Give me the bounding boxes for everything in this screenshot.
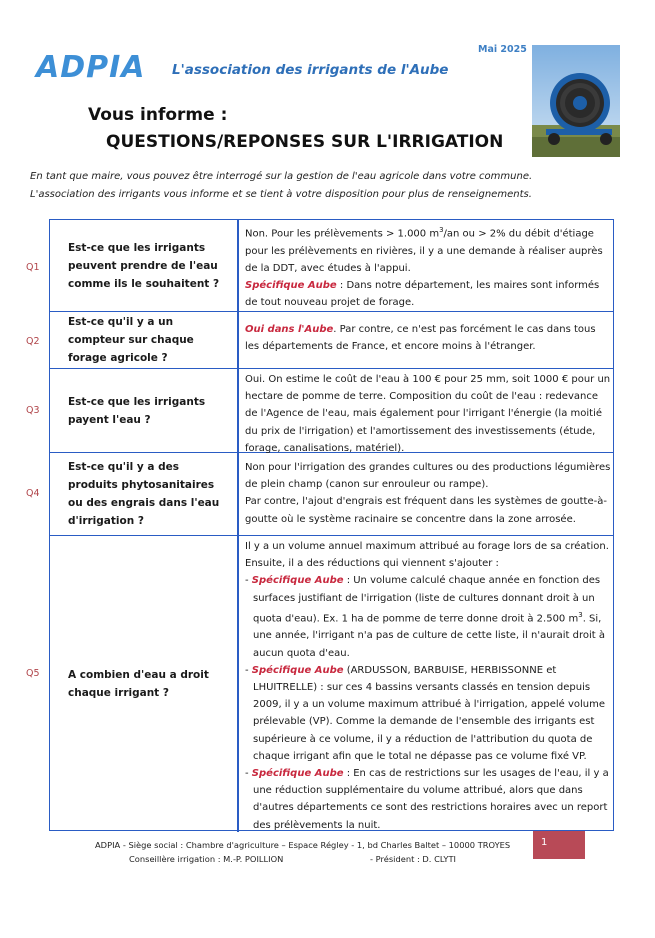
answer-q5-bullet-3: - Spécifique Aube : En cas de restrictions sur les usages de l'eau, il y a une réduction supplémentaire du volume attribué, alors que dans d'autres départements ce sont des restrictions horaires avec un report des prélèvements la nuit. [245,767,609,831]
question-q2: Est-ce qu'il y a un compteur sur chaque forage agricole ? [68,316,194,364]
intro-line-2: L'association des irrigants vous informe et se tient à votre disposition pour plus de renseignements. [30,189,532,200]
footer-address: ADPIA - Siège social : Chambre d'agriculture – Espace Régley - 1, bd Charles Baltet – 10000 TROYES [95,840,511,850]
answer-q5-bullet-3-text: : En cas de restrictions sur les usages de l'eau, il y a une réduction supplémentaire du volume attribué, alors que dans d'autres départements ce sont des restrictions horaires avec un report des prélèvements la nuit. [253,767,609,831]
answer-q4-paragraph-1: Non pour l'irrigation des grandes cultures ou des productions légumières de plein champ (canon sur enrouleur ou rampe). [245,462,611,491]
intro-line-1: En tant que maire, vous pouvez être interrogé sur la gestion de l'eau agricole dans votre commune. [30,171,533,182]
answer-q4-paragraph-2: Par contre, l'ajout d'engrais est fréquent dans les systèmes de goutte-à-goutte où le système racinaire se concentre dans la zone arrosée. [245,496,607,525]
question-q1: Est-ce que les irrigants peuvent prendre de l'eau comme ils le souhaitent ? [68,241,220,290]
answer-q5-bullet-1-text-b: . Si, une année, l'irrigant n'a pas de culture de cette liste, il n'aurait droit à aucun quota d'eau. [253,613,606,659]
specific-aube-label: Spécifique Aube [245,279,337,291]
logo: ADPIA [36,50,146,85]
column-divider [237,220,239,312]
footer-advisor: Conseillère irrigation : M.-P. POILLION [129,854,284,864]
faq-row-q5 [50,536,613,832]
faq-row-q2 [50,312,613,369]
answer-q5-intro: Il y a un volume annuel maximum attribué au forage lors de sa création. Ensuite, il a des réductions qui viennent s'ajouter : [245,541,609,570]
informe-heading: Vous informe : [88,105,228,125]
column-divider [237,536,239,832]
question-number-q3: Q3 [26,405,40,416]
column-divider [237,453,239,536]
question-q5: A combien d'eau a droit chaque irrigant ? [68,669,209,699]
answer-q5-bullet-1-text-a: : Un volume calculé chaque année en fonction des surfaces justifiant de l'irrigation (liste de cultures donnant droit à un quota d'eau). Ex. 1 ha de pomme de terre donne droit à 2.500 m [253,575,601,625]
question-q4: Est-ce qu'il y a des produits phytosanitaires ou des engrais dans l'eau d'irrigation ? [68,461,220,527]
specific-aube-label: Spécifique Aube [251,575,344,587]
answer-q1-text-a: Non. Pour les prélèvements > 1.000 m [245,228,440,240]
specific-aube-label: Oui dans l'Aube [245,324,334,335]
faq-row-q4 [50,453,613,536]
answer-q2-text: . Par contre, ce n'est pas forcément le cas dans tous les départements de France, et encore moins à l'étranger. [245,324,596,353]
answer-q5 [245,538,611,834]
issue-date: Mai 2025 [478,44,527,55]
answer-q1-spec-text: : Dans notre département, les maires sont informés de tout nouveau projet de forage. [245,279,600,309]
answer-q1 [245,222,611,311]
answer-q5-bullet-2-text: (ARDUSSON, BARBUISE, HERBISSONNE et LHUITRELLE) : sur ces 4 bassins versants classés en tension depuis 2009, il y a un volume maximum attribué à l'irrigation, appelé volume prélevable (VP). Comme la demande de l'ensemble des irrigants est supérieure à ce volume, il y a réduction de l'attribution du quota de chaque irrigant afin que le total ne dépasse pas ce volume fixé VP. [253,664,606,762]
answer-q4 [245,459,611,528]
specific-aube-label: Spécifique Aube [251,664,344,676]
specific-aube-label: Spécifique Aube [251,767,344,779]
answer-q5-bullet-2: - Spécifique Aube (ARDUSSON, BARBUISE, HERBISSONNE et LHUITRELLE) : sur ces 4 bassins versants classés en tension depuis 2009, il y a un volume maximum attribué à l'irrigation, appelé volume prélevable (VP). Comme la demande de l'ensemble des irrigants est supérieure à ce volume, il y a réduction de l'attribution du quota de chaque irrigant afin que le total ne dépasse pas ce volume fixé VP. [245,664,606,762]
footer-president: - Président : D. CLYTI [370,854,456,864]
answer-q5-sup: 3 [578,610,583,619]
intro-text [30,168,630,204]
question-number-q1: Q1 [26,262,40,273]
answer-q5-bullet-1: - Spécifique Aube : Un volume calculé chaque année en fonction des surfaces justifiant de l'irrigation (liste de cultures donnant droit à un quota d'eau). Ex. 1 ha de pomme de terre donne droit à 2.500 $m^3$. Si, une année, l'irrigant n'a pas de culture de cette liste, il n'aurait droit à aucun quota d'eau. [245,575,606,659]
question-q3: Est-ce que les irrigants payent l'eau ? [68,395,206,426]
question-number-q5: Q5 [26,668,40,679]
question-number-q2: Q2 [26,336,40,347]
tagline: L'association des irrigants de l'Aube [172,62,449,78]
faq-table [49,219,614,831]
answer-q3: Oui. On estime le coût de l'eau à 100 € pour 25 mm, soit 1000 € pour un hectare de pomme de terre. Composition du coût de l'eau : redevance de l'Agence de l'eau, mais également pour l'irrigant l'énergie (la moitié du prix de l'irrigation) et l'amortissement des investissements (étude, forage, canalisations, matériel). [245,374,611,454]
faq-row-q3 [50,369,613,453]
page-number: 1 [533,831,585,859]
answer-q2 [245,321,611,355]
faq-row-q1 [50,220,613,312]
column-divider [237,369,239,453]
question-number-q4: Q4 [26,488,40,499]
irrigation-reel-photo [532,45,620,157]
column-divider [237,312,239,369]
answer-q1-sup: 3 [439,226,444,234]
page-title: QUESTIONS/REPONSES SUR L'IRRIGATION [106,132,504,152]
answer-q1-text-b: /an ou > 2% du débit d'étiage pour les prélèvements en rivières, il y a une demande à réaliser auprès de la DDT, avec études à l'appui. [245,228,603,274]
